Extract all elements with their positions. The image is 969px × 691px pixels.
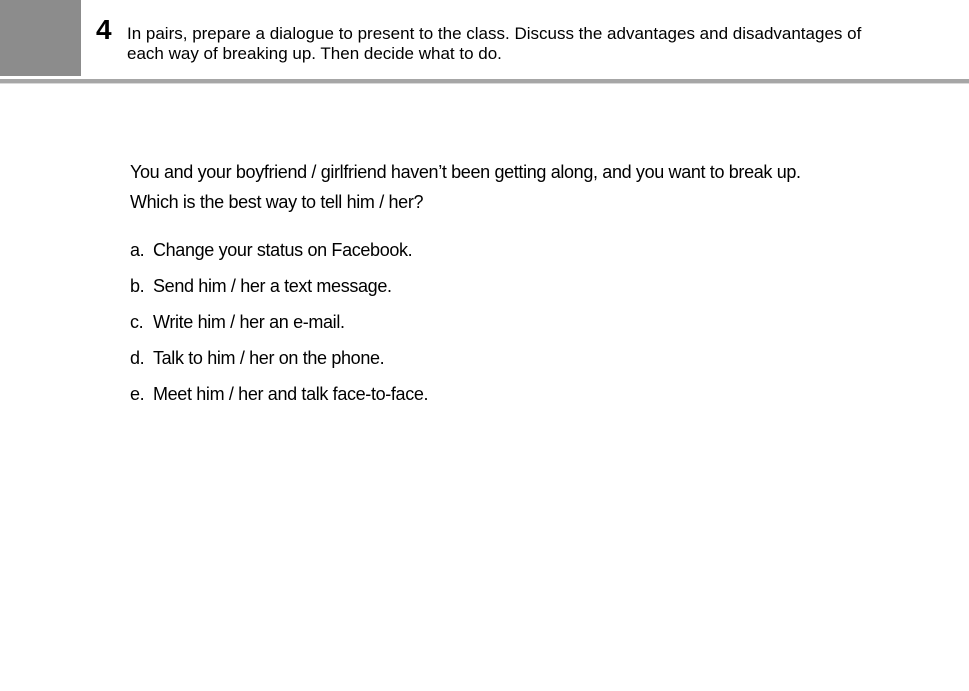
- list-item: [130, 340, 890, 376]
- option-letter: d.: [130, 348, 145, 368]
- options-list: [130, 232, 890, 412]
- instruction-line: In pairs, prepare a dialogue to present to the class. Discuss the advantages and disadvantages of: [127, 24, 862, 43]
- option-letter: b.: [130, 276, 145, 296]
- option-letter: e.: [130, 384, 145, 404]
- task-number: 4: [96, 14, 112, 45]
- list-item: [130, 232, 890, 268]
- list-item: [130, 304, 890, 340]
- option-text: Send him / her a text message.: [153, 276, 392, 296]
- option-letter: c.: [130, 312, 144, 332]
- option-text: Change your status on Facebook.: [153, 240, 413, 260]
- task-number-block: [0, 0, 81, 76]
- task-instruction: [127, 24, 947, 64]
- instruction-line: each way of breaking up. Then decide what to do.: [127, 44, 502, 63]
- option-letter: a.: [130, 240, 145, 260]
- exercise-content: [130, 157, 890, 412]
- option-text: Talk to him / her on the phone.: [153, 348, 385, 368]
- list-item: [130, 268, 890, 304]
- header-divider-shadow: [0, 83, 969, 84]
- list-item: [130, 376, 890, 412]
- scenario-text: [130, 157, 890, 217]
- option-text: Write him / her an e-mail.: [153, 312, 345, 332]
- scenario-line: You and your boyfriend / girlfriend haven’t been getting along, and you want to break up.: [130, 162, 801, 182]
- option-text: Meet him / her and talk face-to-face.: [153, 384, 429, 404]
- scenario-question: Which is the best way to tell him / her?: [130, 192, 424, 212]
